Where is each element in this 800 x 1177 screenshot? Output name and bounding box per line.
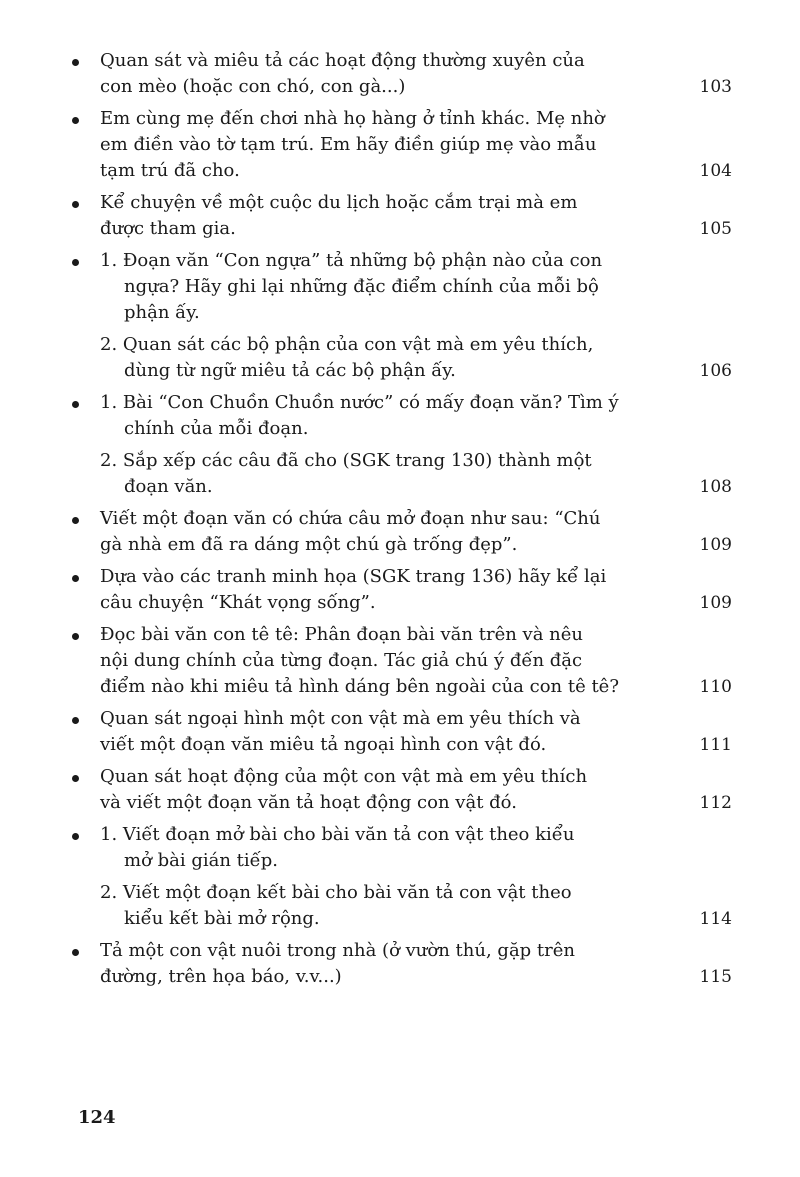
toc-entry: [72, 706, 732, 758]
toc-entry: [72, 106, 732, 184]
page-number: 124: [78, 1107, 116, 1128]
toc-line: [72, 790, 732, 816]
toc-line: [72, 938, 732, 964]
toc-line: [72, 390, 732, 416]
toc-line-text: kiểu kết bài mở rộng.: [124, 908, 320, 929]
toc-line: [72, 648, 732, 674]
toc-entry: [72, 390, 732, 500]
toc-line: [72, 448, 732, 474]
toc-entry: [72, 248, 732, 384]
toc-page-number: 114: [699, 909, 732, 929]
toc-line: [72, 506, 732, 532]
toc-line: [72, 106, 732, 132]
toc-line: [72, 590, 732, 616]
toc-line: [72, 300, 732, 326]
toc-line-text: phận ấy.: [124, 302, 200, 323]
toc-line: [72, 190, 732, 216]
toc-line-text: dùng từ ngữ miêu tả các bộ phận ấy.: [124, 360, 456, 381]
toc-line-text: gà nhà em đã ra dáng một chú gà trống đẹp”.: [100, 534, 518, 555]
toc-entry: [72, 938, 732, 990]
toc-line-text: được tham gia.: [100, 218, 236, 239]
toc-line: [72, 358, 732, 384]
toc-line: [72, 248, 732, 274]
toc-page-number: 103: [699, 77, 732, 97]
toc-line-text: Đọc bài văn con tê tê: Phân đoạn bài văn trên và nêu: [100, 624, 583, 645]
toc-line-text: câu chuyện “Khát vọng sống”.: [100, 592, 376, 613]
toc-line-text: Quan sát hoạt động của một con vật mà em yêu thích: [100, 766, 588, 787]
toc-line-text: chính của mỗi đoạn.: [124, 418, 309, 439]
toc-line-text: nội dung chính của từng đoạn. Tác giả chú ý đến đặc: [100, 650, 583, 671]
toc-line: [72, 732, 732, 758]
toc-line-text: con mèo (hoặc con chó, con gà...): [100, 76, 406, 97]
toc-page-number: 104: [699, 161, 732, 181]
toc-line-text: viết một đoạn văn miêu tả ngoại hình con vật đó.: [100, 734, 547, 755]
toc-page-number: 109: [699, 535, 732, 555]
toc-line-text: Tả một con vật nuôi trong nhà (ở vườn thú, gặp trên: [100, 940, 575, 961]
toc-line: [72, 848, 732, 874]
toc-line-text: 2. Quan sát các bộ phận của con vật mà em yêu thích,: [100, 334, 594, 355]
toc-entry: [72, 764, 732, 816]
toc-line: [72, 532, 732, 558]
toc-page-number: 106: [699, 361, 732, 381]
toc-line-text: đoạn văn.: [124, 476, 213, 497]
toc-page-number: 112: [699, 793, 732, 813]
toc-line-text: và viết một đoạn văn tả hoạt động con vật đó.: [100, 792, 517, 813]
toc-line: [72, 880, 732, 906]
toc-line: [72, 964, 732, 990]
toc-line: [72, 906, 732, 932]
toc-line: [72, 674, 732, 700]
toc-line: [72, 474, 732, 500]
toc-entry: [72, 622, 732, 700]
toc-line-text: Quan sát và miêu tả các hoạt động thường xuyên của: [100, 50, 585, 71]
toc-entry: [72, 564, 732, 616]
toc-line-text: Viết một đoạn văn có chứa câu mở đoạn như sau: “Chú: [100, 508, 601, 529]
toc-line-text: 1. Đoạn văn “Con ngựa” tả những bộ phận nào của con: [100, 250, 603, 271]
toc-page-number: 105: [699, 219, 732, 239]
toc-line: [72, 216, 732, 242]
toc-page-number: 108: [699, 477, 732, 497]
toc-line-text: điểm nào khi miêu tả hình dáng bên ngoài của con tê tê?: [100, 676, 619, 697]
toc-line-text: mở bài gián tiếp.: [124, 850, 278, 871]
toc-line-text: Kể chuyện về một cuộc du lịch hoặc cắm trại mà em: [100, 192, 578, 213]
toc-line: [72, 564, 732, 590]
toc-line: [72, 132, 732, 158]
toc-line: [72, 274, 732, 300]
toc-entry: [72, 48, 732, 100]
toc-line-text: ngựa? Hãy ghi lại những đặc điểm chính của mỗi bộ: [124, 276, 599, 297]
toc-line-text: đường, trên họa báo, v.v...): [100, 966, 342, 987]
toc-entry: [72, 506, 732, 558]
toc-page-number: 109: [699, 593, 732, 613]
toc-line: [72, 158, 732, 184]
toc-line: [72, 332, 732, 358]
toc-line-text: 1. Viết đoạn mở bài cho bài văn tả con vật theo kiểu: [100, 824, 575, 845]
toc-line-text: Dựa vào các tranh minh họa (SGK trang 136) hãy kể lại: [100, 566, 607, 587]
toc-line: [72, 74, 732, 100]
toc-line-text: tạm trú đã cho.: [100, 160, 240, 181]
toc-page-number: 115: [699, 967, 732, 987]
toc-entry: [72, 822, 732, 932]
toc-line-text: 2. Sắp xếp các câu đã cho (SGK trang 130) thành một: [100, 450, 592, 471]
toc-page-number: 111: [699, 735, 732, 755]
toc-page-number: 110: [699, 677, 732, 697]
toc-line: [72, 764, 732, 790]
toc-line-text: 2. Viết một đoạn kết bài cho bài văn tả con vật theo: [100, 882, 572, 903]
toc-line: [72, 706, 732, 732]
toc-line-text: Em cùng mẹ đến chơi nhà họ hàng ở tỉnh khác. Mẹ nhờ: [100, 108, 605, 129]
toc-line-text: 1. Bài “Con Chuồn Chuồn nước” có mấy đoạn văn? Tìm ý: [100, 392, 619, 413]
toc-line-text: Quan sát ngoại hình một con vật mà em yêu thích và: [100, 708, 581, 729]
toc-line: [72, 48, 732, 74]
toc-line: [72, 416, 732, 442]
toc-line-text: em điền vào tờ tạm trú. Em hãy điền giúp mẹ vào mẫu: [100, 134, 597, 155]
table-of-contents: [72, 48, 732, 996]
toc-line: [72, 622, 732, 648]
toc-entry: [72, 190, 732, 242]
toc-line: [72, 822, 732, 848]
